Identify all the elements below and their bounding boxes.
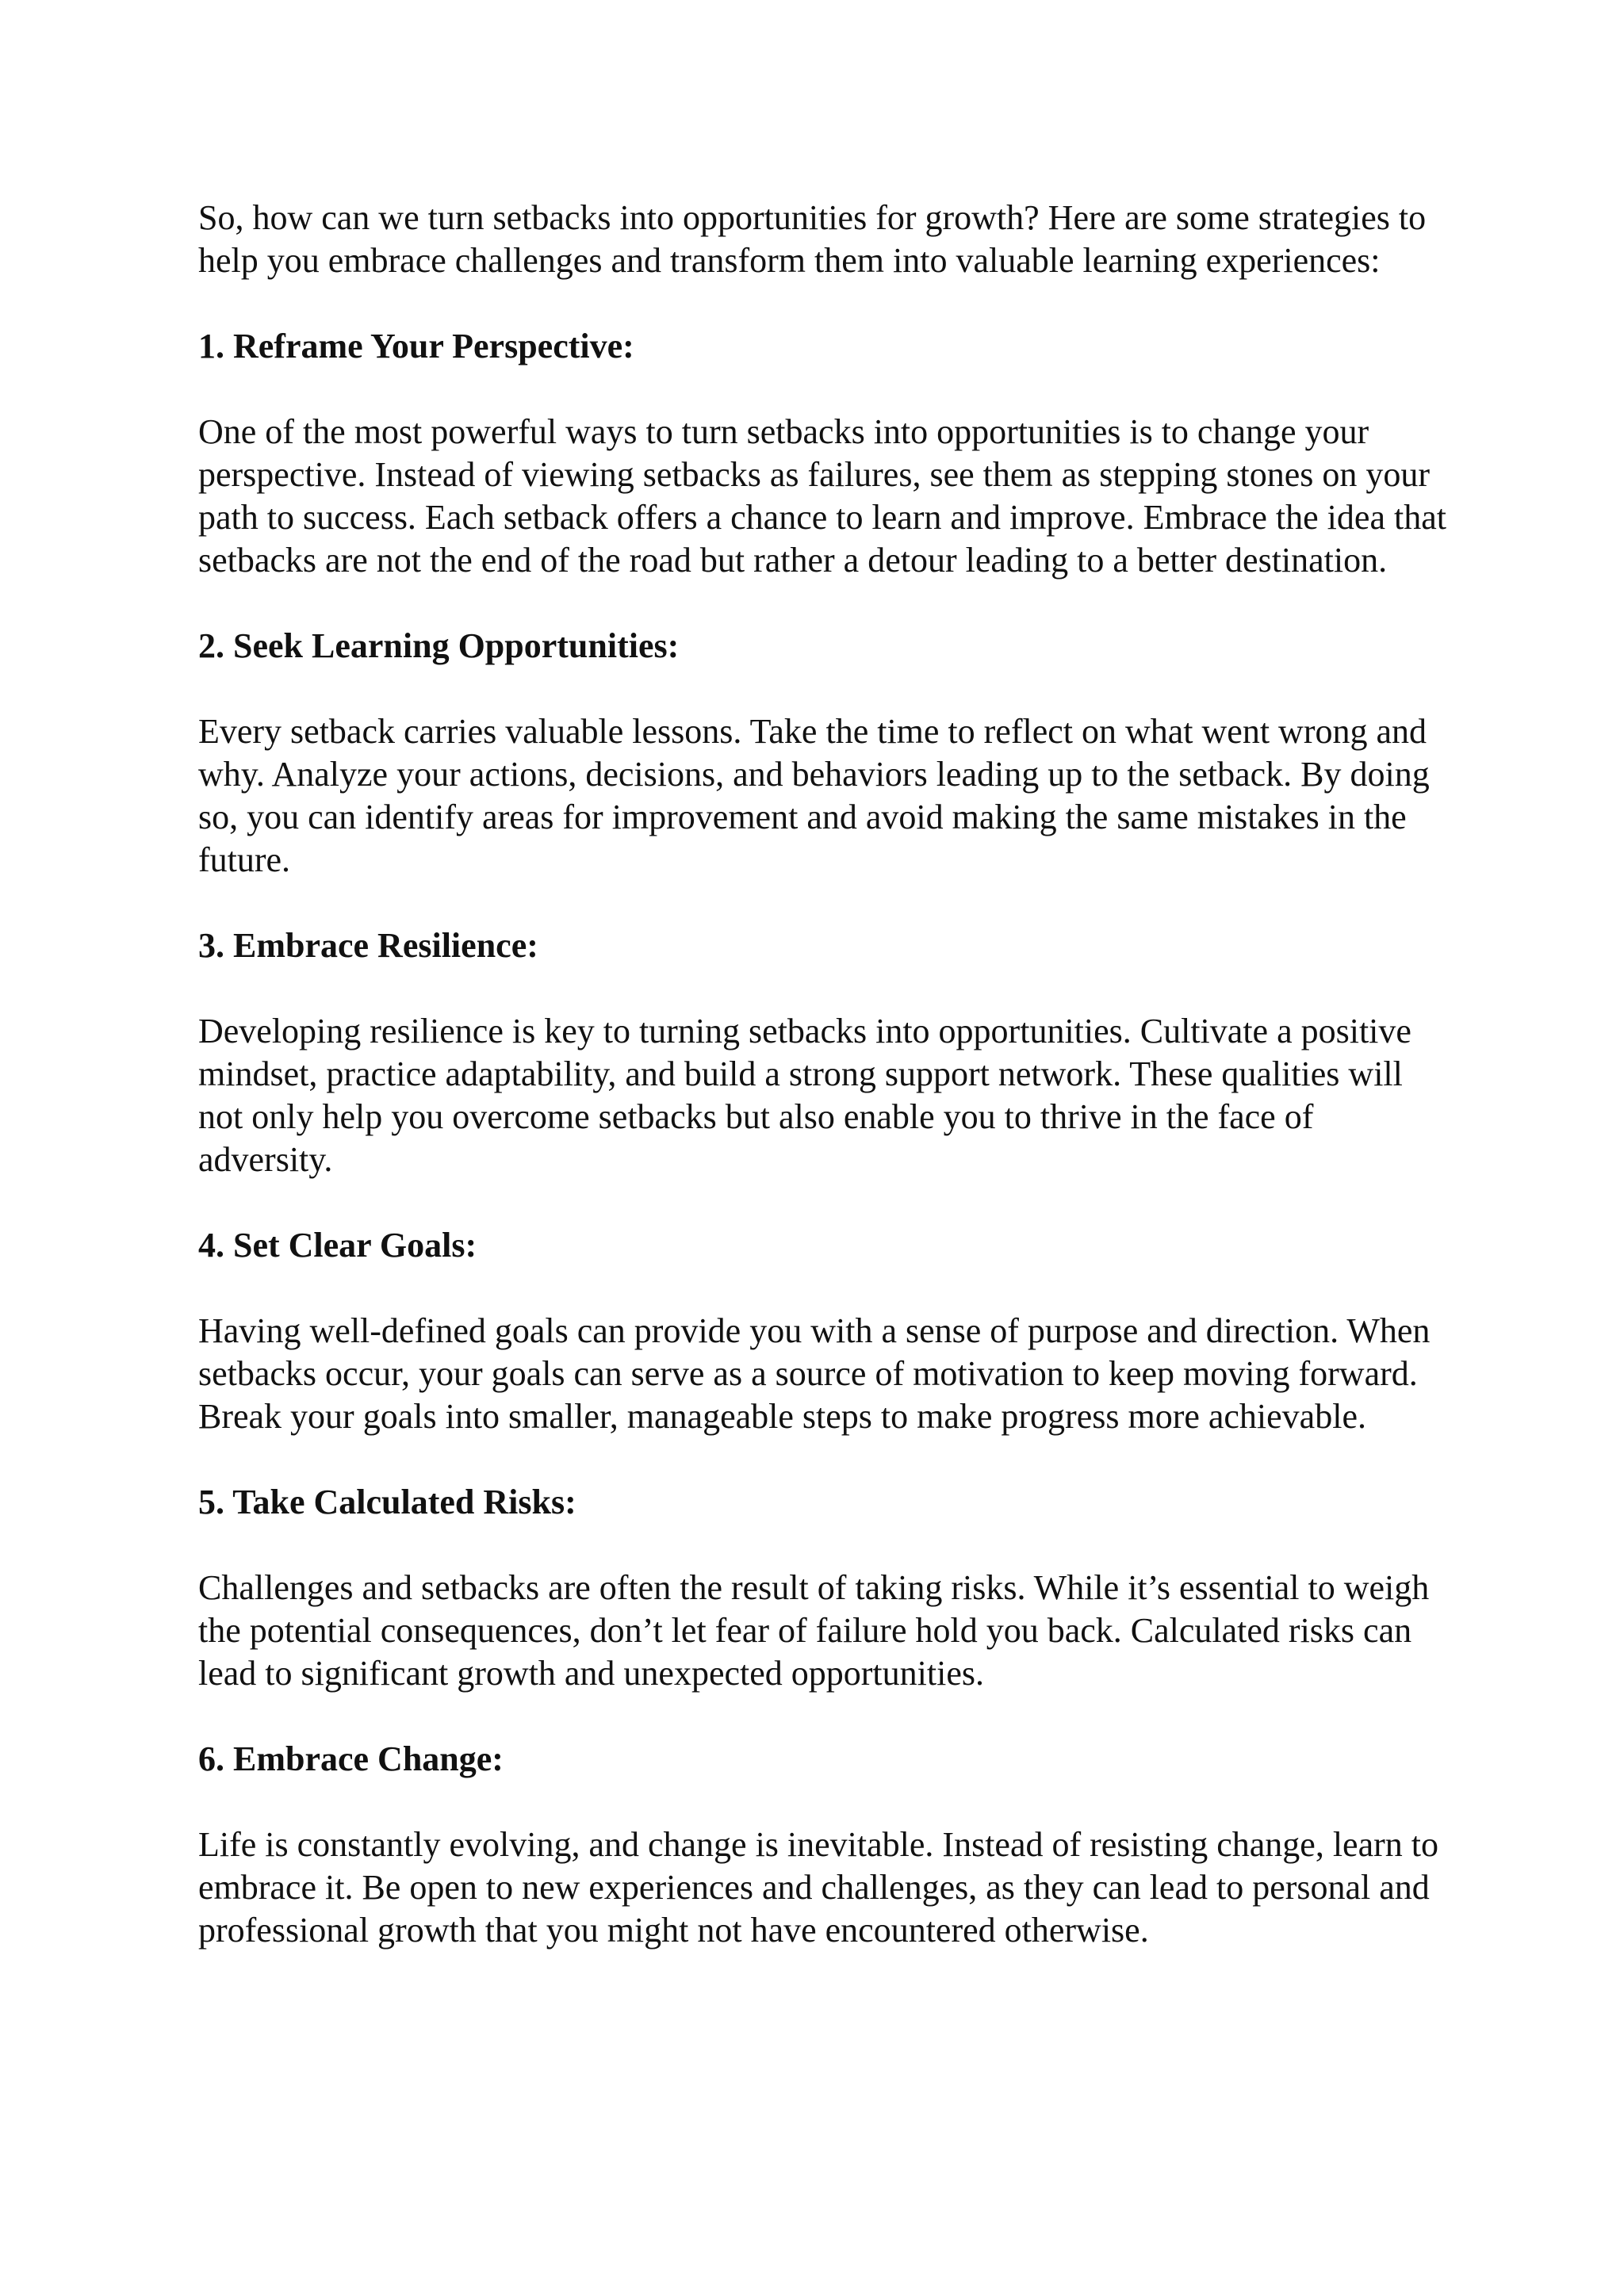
spacer — [198, 582, 1451, 625]
section-heading-risks: 5. Take Calculated Risks: — [198, 1483, 576, 1521]
section-body-change: Life is constantly evolving, and change is inevitable. Instead of resisting change, learn to embrace it. Be open to new experiences and challenges, as they can lead to personal and professional growth that you might not have encountered otherwise. — [198, 1825, 1438, 1950]
spacer — [198, 1267, 1451, 1310]
section-heading-resilience: 3. Embrace Resilience: — [198, 926, 538, 965]
spacer — [198, 282, 1451, 325]
spacer — [198, 1695, 1451, 1738]
spacer — [198, 1438, 1451, 1481]
spacer — [198, 1781, 1451, 1823]
section-body-risks: Challenges and setbacks are often the result of taking risks. While it’s essential to weigh the potential consequences, don’t let fear of failure hold you back. Calculated risks can lead to significant growth and unexpected opportunities. — [198, 1568, 1430, 1693]
spacer — [198, 368, 1451, 411]
section-heading-goals: 4. Set Clear Goals: — [198, 1226, 477, 1265]
section-body-reframe: One of the most powerful ways to turn setbacks into opportunities is to change your perspective. Instead of viewing setbacks as failures, see them as stepping stones on your path to success. Each setback offers a chance to learn and improve. Embrace the idea that setbacks are not the end of the road but rather a detour leading to a better destination. — [198, 412, 1446, 580]
spacer — [198, 967, 1451, 1010]
section-body-resilience: Developing resilience is key to turning setbacks into opportunities. Cultivate a positive mindset, practice adaptability, and build a strong support network. These qualities will not only help you overcome setbacks but also enable you to thrive in the face of adversity. — [198, 1012, 1411, 1179]
section-body-goals: Having well-defined goals can provide you with a sense of purpose and direction. When setbacks occur, your goals can serve as a source of motivation to keep moving forward. Break your goals into smaller, manageable steps to make progress more achievable. — [198, 1311, 1431, 1436]
spacer — [198, 1181, 1451, 1224]
spacer — [198, 1524, 1451, 1567]
section-heading-learning: 2. Seek Learning Opportunities: — [198, 626, 680, 665]
section-heading-change: 6. Embrace Change: — [198, 1739, 504, 1778]
spacer — [198, 668, 1451, 710]
intro-paragraph: So, how can we turn setbacks into opportunities for growth? Here are some strategies to help you embrace challenges and transform them into valuable learning experiences: — [198, 198, 1427, 280]
section-body-learning: Every setback carries valuable lessons. Take the time to reflect on what went wrong and why. Analyze your actions, decisions, and behaviors leading up to the setback. By doing so, you can identify areas for improvement and avoid making the same mistakes in the future. — [198, 712, 1430, 879]
section-heading-reframe: 1. Reframe Your Perspective: — [198, 327, 634, 365]
spacer — [198, 882, 1451, 924]
document-page — [198, 197, 1451, 1952]
